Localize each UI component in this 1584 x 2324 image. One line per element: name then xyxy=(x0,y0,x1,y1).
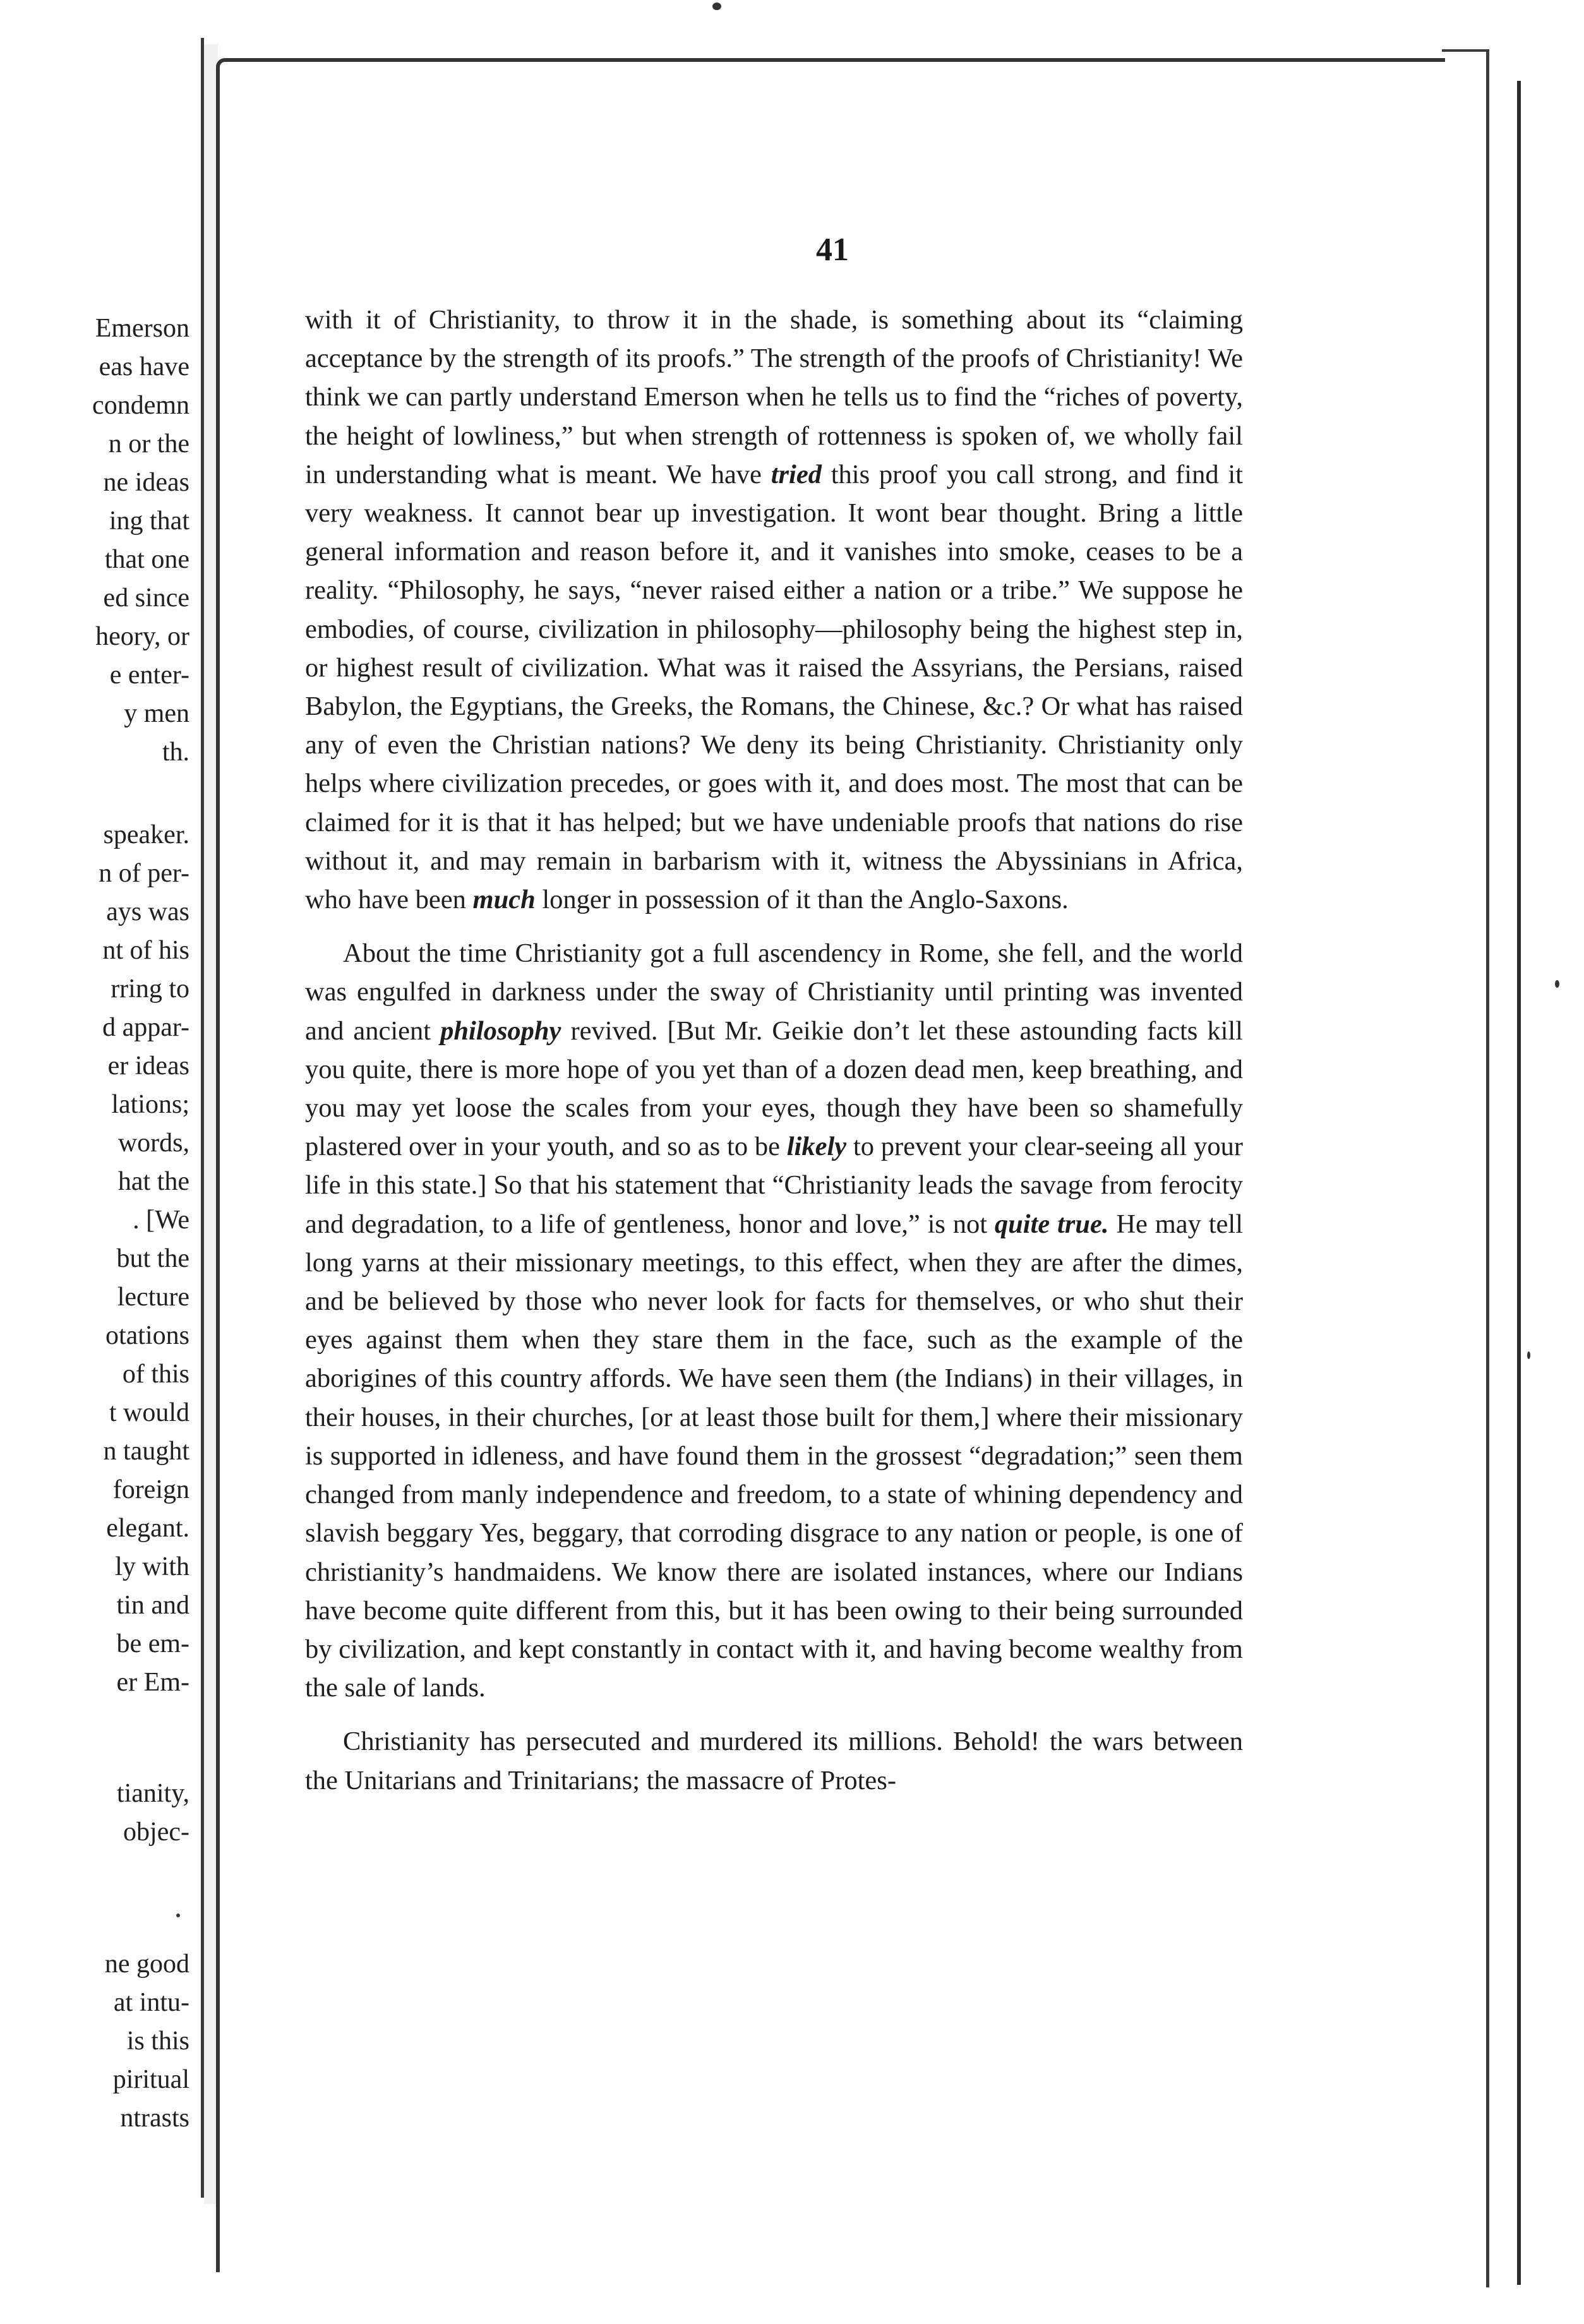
page-stack-edge xyxy=(1442,49,1489,2287)
left-page-fragment-line: ing that xyxy=(109,506,189,536)
left-page-fragment-line: Emerson xyxy=(95,314,189,343)
left-page-fragment-line: d appar- xyxy=(102,1013,189,1042)
left-page-fragment-line: t would xyxy=(109,1398,189,1427)
left-page-fragment-line: is this xyxy=(126,2027,189,2056)
left-page-fragment-line: ne ideas xyxy=(103,468,189,497)
left-page-fragment-line: at intu- xyxy=(113,1988,189,2017)
left-page-fragment-line: th. xyxy=(162,738,189,767)
scan-speck xyxy=(176,1914,180,1917)
left-page-fragment-line: but the xyxy=(116,1244,189,1273)
paragraph-3 xyxy=(305,1722,1243,1799)
left-page-fragment-line: n taught xyxy=(103,1437,189,1466)
book-cover-edge xyxy=(1492,81,1521,2285)
left-page-fragment-line: otations xyxy=(105,1321,189,1350)
left-page-fragment-line: lecture xyxy=(117,1283,189,1312)
left-page-fragment-line: tin and xyxy=(116,1591,189,1620)
italic-emphasis: much xyxy=(472,885,536,915)
left-page-fragment-block-2 xyxy=(99,816,189,1702)
italic-emphasis: likely xyxy=(786,1132,847,1162)
current-page xyxy=(216,58,1445,2272)
left-page-fragment-line: speaker. xyxy=(103,820,189,849)
left-page-fragment-line: n of per- xyxy=(99,859,189,888)
left-page-fragment-line: heory, or xyxy=(95,622,189,651)
page-number: 41 xyxy=(816,232,849,268)
left-page-fragment-line: objec- xyxy=(123,1818,189,1847)
left-page-fragment-block-4 xyxy=(105,1945,189,2138)
left-page-fragment-line: elegant. xyxy=(106,1514,189,1543)
left-page-fragment-line: n or the xyxy=(108,429,189,458)
left-page-fragment-line: ne good xyxy=(104,1950,189,1979)
paragraph-2 xyxy=(305,934,1243,1707)
text-run: longer in possession of it than the Anglo-Saxons. xyxy=(535,885,1069,915)
left-page-fragment-line: be em- xyxy=(116,1629,189,1658)
left-page-fragment-line: . [We xyxy=(133,1206,189,1235)
left-page-fragment-line: tianity, xyxy=(116,1779,189,1808)
left-page-fragment-line: piritual xyxy=(112,2065,189,2094)
italic-emphasis: tried xyxy=(771,459,822,489)
left-page-fragment-line: ntrasts xyxy=(120,2104,189,2133)
text-run: About the time Christianity got a full ascendency in Rome, she fell, and the world was engulfed in darkness under the sway of Christianity until printing was invented and ancient xyxy=(305,938,1243,1046)
italic-emphasis: philosophy xyxy=(440,1015,561,1046)
text-run: revived. [But Mr. Geikie don’t let these astounding facts kill you quite, there is more hope of you yet than of a dozen dead men, keep breathing, and you may yet loose the scales from your eyes, though they have been so shamefully plastered over in your youth, and so as to be xyxy=(305,1015,1243,1162)
left-page-fragment-line: hat the xyxy=(117,1167,189,1196)
text-run: He may tell long yarns at their missionary meetings, to this effect, when they are after the dimes, and be believed by those who never look for facts for themselves, or who shut their eyes against them when they stare them in the face, such as the example of the aborigines of this country affords. We have seen them (the Indians) in their villages, in their houses, in their churches, [or at least those built for them,] where their missionary is supported in idleness, and have found them in the grossest “degradation;” seen them changed from manly independence and freedom, to a state of whining dependency and slavish beggary Yes, beggary, that corroding disgrace to any nation or people, is one of christianity’s handmaidens. We know there are isolated instances, where our Indians have become quite different from this, but it has been owing to their being surrounded by civilization, and kept constantly in contact with it, and having become wealthy from the sale of lands. xyxy=(305,1209,1244,1703)
left-page-fragment-line: ays was xyxy=(106,897,189,926)
left-page-fragment-line: that one xyxy=(104,545,189,574)
left-page-fragment-line: e enter- xyxy=(109,661,189,690)
text-run: this proof you call strong, and find it very weakness. It cannot bear up investigation. It wont bear thought. Bring a little general information and reason before it, and it vanishes into smoke, ceases to be a reality. “Philosophy, he says, “never raised either a nation or a tribe.” We suppose he embodies, of course, civilization in philosophy—philosophy being the highest step in, or highest result of civilization. What was it raised the Assyrians, the Persians, raised Babylon, the Egyptians, the Greeks, the Romans, the Chinese, &c.? Or what has raised any of even the Christian nations? We deny its being Christianity. Christianity only helps where civilization precedes, or goes with it, and does most. The most that can be claimed for it is that it has helped; but we have undeniable proofs that nations do rise without it, and may remain in barbarism with it, witness the Abyssinians in Africa, who have been xyxy=(305,459,1243,915)
left-page-fragment-line: lations; xyxy=(111,1090,189,1119)
left-page-fragment-block-1 xyxy=(92,309,189,772)
text-run: Christianity has persecuted and murdered its millions. Behold! the wars between the Unitarians and Trinitarians; the massacre of Protes- xyxy=(305,1727,1243,1795)
scan-speck xyxy=(712,3,721,10)
text-run: with it of Christianity, to throw it in the shade, is something about its “claiming acceptance by the strength of its proofs.” The strength of the proofs of Christianity! We think we can partly understand Emerson when he tells us to find the “riches of poverty, the height of lowliness,” but when strength of rottenness is spoken of, we wholly fail in understanding what is meant. We have xyxy=(305,305,1243,489)
body-text xyxy=(305,301,1243,1800)
text-run: to prevent your clear-seeing all your life in this state.] So that his statement that “Christianity leads the savage from ferocity and degradation, to a life of gentleness, honor and love,” is not xyxy=(305,1132,1243,1239)
left-page-fragment-line: rring to xyxy=(111,974,189,1003)
left-page-fragment-line: foreign xyxy=(112,1475,189,1504)
left-page-fragment-line: condemn xyxy=(92,391,189,420)
left-page-fragment-line: words, xyxy=(117,1129,189,1158)
left-page-fragment-block-3 xyxy=(117,1775,189,1852)
left-page-fragment-line: nt of his xyxy=(102,936,189,965)
paragraph-1 xyxy=(305,301,1243,919)
left-page-fragment-line: ly with xyxy=(115,1552,189,1581)
previous-page-edge xyxy=(0,38,204,2198)
left-page-fragment-line: of this xyxy=(122,1360,189,1389)
left-page-fragment-line: ed since xyxy=(103,584,189,613)
scan-speck xyxy=(1527,1351,1530,1359)
italic-emphasis: quite true. xyxy=(994,1209,1109,1239)
left-page-fragment-line: er ideas xyxy=(107,1051,189,1081)
left-page-fragment-line: er Em- xyxy=(116,1668,189,1697)
left-page-fragment-line: y men xyxy=(124,699,189,728)
left-page-fragment-line: eas have xyxy=(99,352,189,381)
scan-speck xyxy=(1555,980,1559,988)
